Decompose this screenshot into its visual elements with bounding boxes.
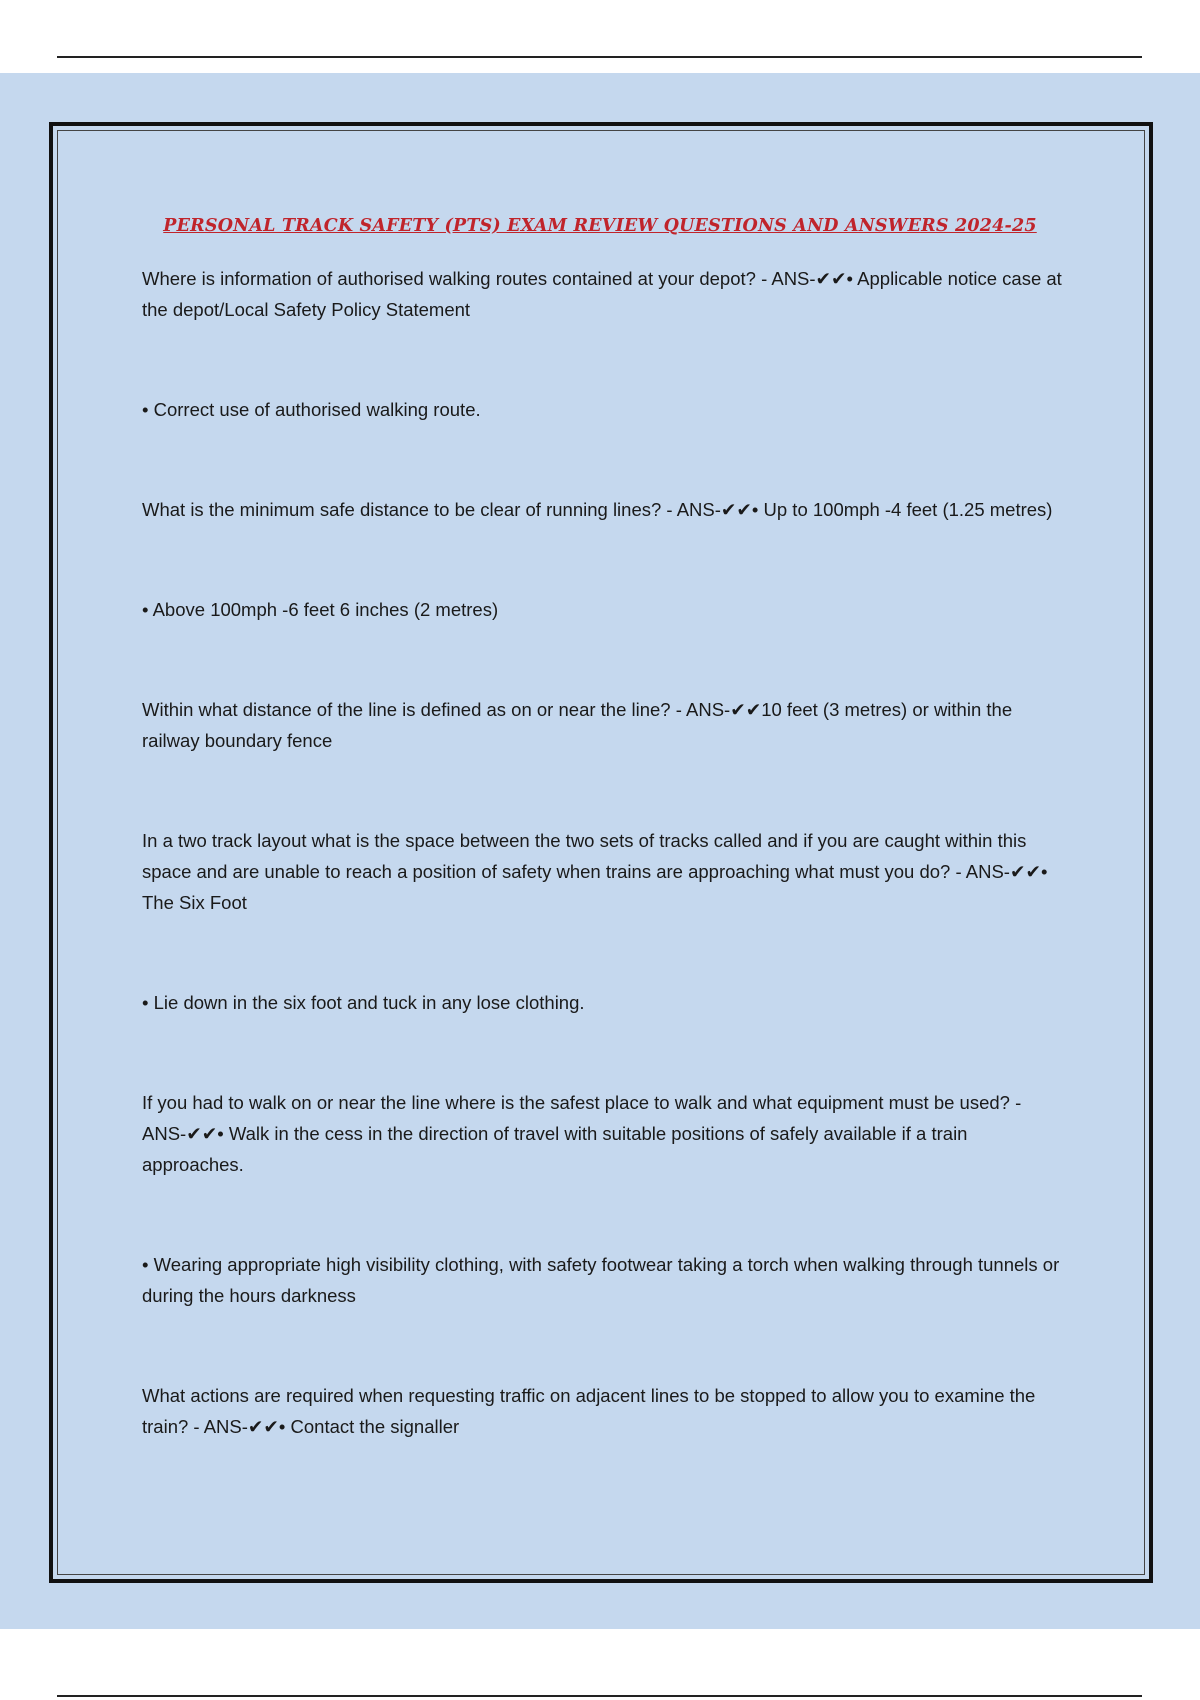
answer-bullet: • Correct use of authorised walking route.: [142, 399, 481, 420]
question-paragraph: Where is information of authorised walking routes contained at your depot? - ANS-✔✔• Applicable notice case at the depot/Local Safety Policy Statement: [142, 268, 1062, 320]
answer-bullet: • Wearing appropriate high visibility clothing, with safety footwear taking a torch when walking through tunnels or during the hours darkness: [142, 1254, 1060, 1306]
document-title: PERSONAL TRACK SAFETY (PTS) EXAM REVIEW QUESTIONS AND ANSWERS 2024-25: [163, 216, 1037, 236]
top-rule: [57, 56, 1142, 58]
question-paragraph: Within what distance of the line is defined as on or near the line? - ANS-✔✔10 feet (3 metres) or within the railway boundary fence: [142, 699, 1013, 751]
question-paragraph: What is the minimum safe distance to be clear of running lines? - ANS-✔✔• Up to 100mph -4 feet (1.25 metres): [142, 499, 1053, 520]
question-paragraph: What actions are required when requesting traffic on adjacent lines to be stopped to allow you to examine the train? - ANS-✔✔• Contact the signaller: [142, 1385, 1036, 1437]
question-paragraph: In a two track layout what is the space between the two sets of tracks called and if you are caught within this space and are unable to reach a position of safety when trains are approaching what must you do? - ANS-✔✔• The Six Foot: [142, 830, 1048, 913]
question-paragraph: If you had to walk on or near the line where is the safest place to walk and what equipment must be used? - ANS-✔✔• Walk in the cess in the direction of travel with suitable positions of safely available if a train approaches.: [142, 1092, 1022, 1175]
bottom-rule: [57, 1695, 1142, 1697]
document-body: [142, 263, 1067, 1442]
answer-bullet: • Lie down in the six foot and tuck in any lose clothing.: [142, 992, 585, 1013]
answer-bullet: • Above 100mph -6 feet 6 inches (2 metres): [142, 599, 499, 620]
